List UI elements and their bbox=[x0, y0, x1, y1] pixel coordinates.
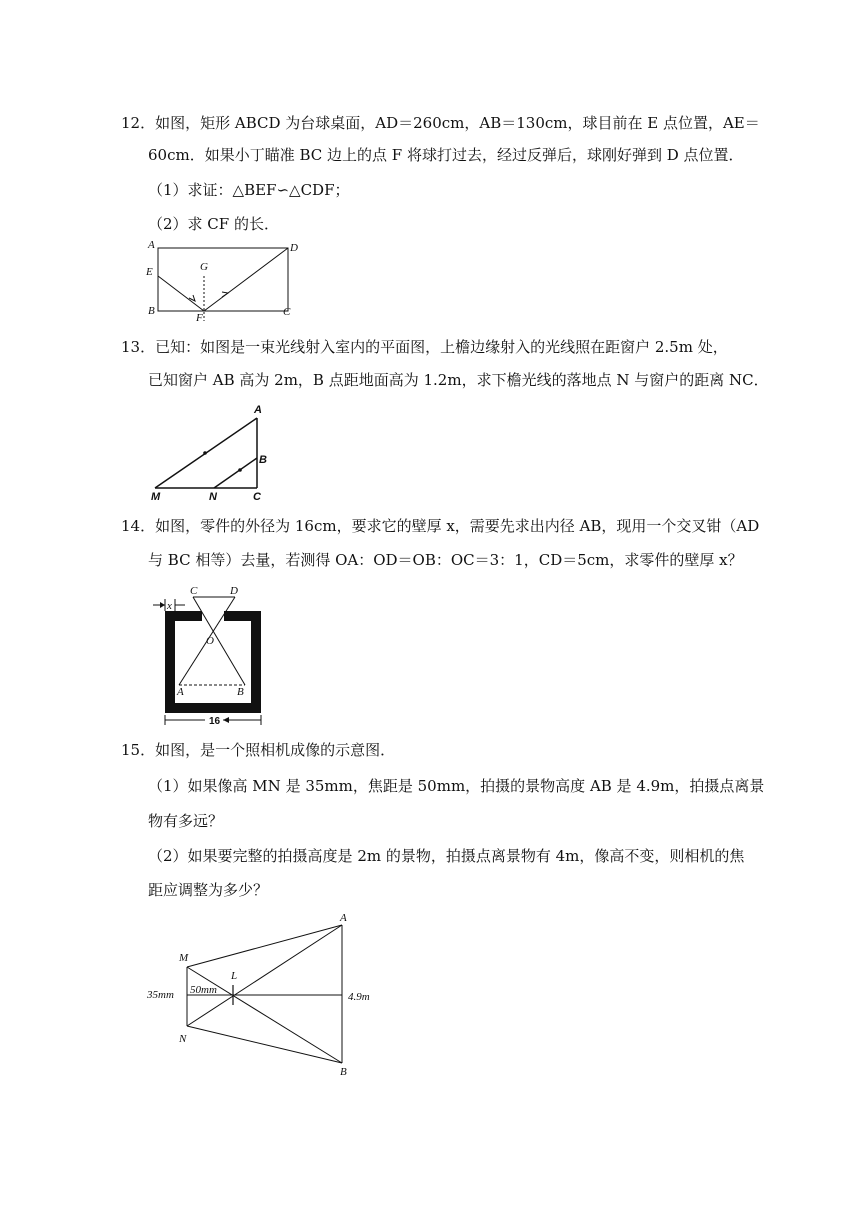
p15-line-1: 15．如图，是一个照相机成像的示意图． bbox=[121, 741, 396, 759]
p14-label-16: 16 bbox=[209, 716, 221, 727]
p14-label-B: B bbox=[237, 686, 244, 698]
p12-label-G: G bbox=[200, 261, 208, 273]
p14-label-x: x bbox=[167, 600, 172, 612]
p15-figure bbox=[140, 905, 390, 1085]
p13-label-B: B bbox=[259, 454, 267, 466]
p13-line-1: 13．已知：如图是一束光线射入室内的平面图，上檐边缘射入的光线照在距窗户 2.5m 处， bbox=[121, 338, 728, 356]
p15-label-A: A bbox=[340, 912, 347, 924]
p12-label-A: A bbox=[148, 239, 155, 251]
p12-label-F: F bbox=[196, 312, 203, 324]
p15-line-3: 物有多远？ bbox=[148, 812, 224, 830]
p13-label-M: M bbox=[151, 491, 161, 503]
p13-figure bbox=[145, 400, 275, 505]
p15-line-2: （1）如果像高 MN 是 35mm，焦距是 50mm，拍摄的景物高度 AB 是 4.9m，拍摄点离景 bbox=[148, 777, 765, 795]
p12-label-E: E bbox=[146, 266, 153, 278]
p15-line-4: （2）如果要完整的拍摄高度是 2m 的景物，拍摄点离景物有 4m，像高不变，则相机的焦 bbox=[148, 847, 745, 865]
p15-label-N: N bbox=[179, 1033, 187, 1045]
p14-line-2: 与 BC 相等）去量，若测得 OA：OD＝OB：OC＝3：1，CD＝5cm，求零件的壁厚 x？ bbox=[148, 551, 743, 569]
p14-label-A: A bbox=[177, 686, 184, 698]
p13-label-C: C bbox=[253, 491, 261, 503]
p14-label-C: C bbox=[190, 585, 198, 597]
p12-line-3: （1）求证：△BEF∽△CDF； bbox=[148, 181, 350, 199]
p15-label-B: B bbox=[340, 1066, 347, 1078]
p12-line-4: （2）求 CF 的长． bbox=[148, 215, 279, 233]
p15-label-4.9m: 4.9m bbox=[348, 991, 370, 1003]
p13-label-N: N bbox=[209, 491, 217, 503]
p15-label-L: L bbox=[231, 970, 238, 982]
p13-label-A: A bbox=[254, 404, 262, 416]
p15-label-M: M bbox=[179, 952, 189, 964]
p14-figure bbox=[145, 583, 275, 728]
p12-label-B: B bbox=[148, 305, 155, 317]
p12-line-1: 12．如图，矩形 ABCD 为台球桌面，AD＝260cm，AB＝130cm，球目前在 E 点位置，AE＝ bbox=[121, 114, 760, 132]
p14-label-D: D bbox=[230, 585, 238, 597]
p15-line-5: 距应调整为多少？ bbox=[148, 881, 269, 899]
p12-line-2: 60cm．如果小丁瞄准 BC 边上的点 F 将球打过去，经过反弹后，球刚好弹到 D 点位置． bbox=[148, 146, 744, 164]
p14-line-1: 14．如图，零件的外径为 16cm，要求它的壁厚 x，需要先求出内径 AB，现用一个交叉钳（AD bbox=[121, 517, 760, 535]
p15-label-35mm: 35mm bbox=[147, 989, 174, 1001]
p14-label-O: O bbox=[206, 635, 214, 647]
p12-label-C: C bbox=[283, 306, 291, 318]
p12-figure bbox=[140, 238, 300, 328]
p12-label-D: D bbox=[290, 242, 298, 254]
p13-line-2: 已知窗户 AB 高为 2m，B 点距地面高为 1.2m，求下檐光线的落地点 N 与窗户的距离 NC． bbox=[148, 371, 769, 389]
p15-label-50mm: 50mm bbox=[190, 984, 217, 996]
